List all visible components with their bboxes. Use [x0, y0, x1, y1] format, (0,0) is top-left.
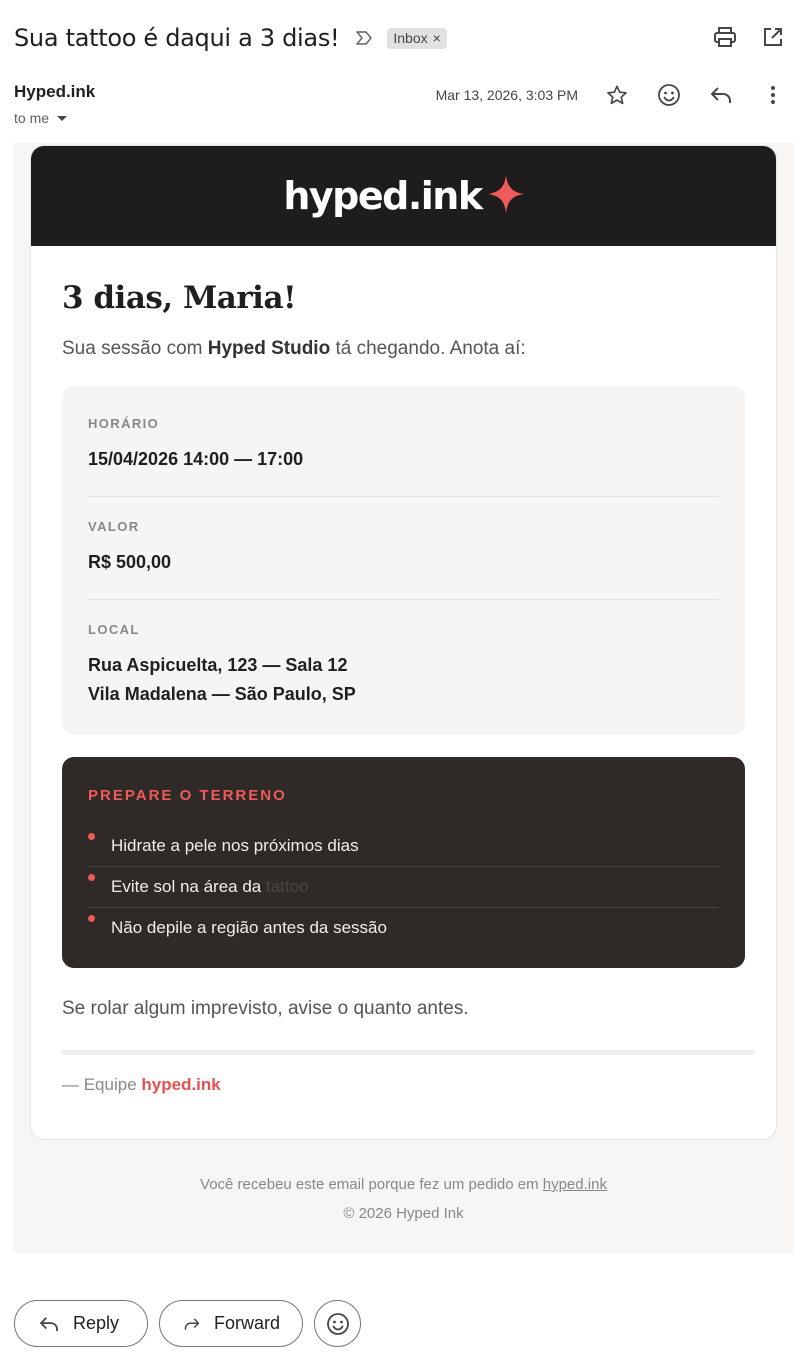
detail-value: 15/04/2026 14:00 — 17:00	[88, 449, 304, 469]
forward-button[interactable]	[159, 1300, 303, 1347]
sender-row	[14, 82, 786, 132]
list-item	[88, 908, 719, 948]
detail-label: LOCAL	[88, 622, 140, 637]
remove-label-icon[interactable]: ×	[432, 29, 441, 46]
intro-after: tá chegando. Anota aí:	[330, 338, 526, 359]
importance-marker-icon[interactable]	[355, 29, 373, 47]
prep-item-faded-text: tattoo	[266, 877, 309, 896]
emoji-react-button[interactable]	[314, 1300, 361, 1347]
divider	[62, 1050, 754, 1055]
caret-down-icon	[57, 116, 67, 121]
footer-text: Você recebeu este email porque fez um pedido em	[200, 1176, 543, 1193]
email-body-frame	[13, 143, 794, 1253]
prep-list	[88, 826, 719, 948]
detail-price	[88, 519, 719, 600]
detail-label: HORÁRIO	[88, 416, 160, 431]
preparation-tips	[62, 757, 745, 968]
forward-icon	[184, 1316, 200, 1332]
top-actions	[712, 24, 786, 50]
footer-link[interactable]: hyped.ink	[542, 1176, 607, 1193]
intro-before: Sua sessão com	[62, 338, 208, 359]
label-name: Inbox	[393, 29, 428, 46]
reply-button[interactable]	[14, 1300, 148, 1347]
prep-item-text: Hidrate a pele nos próximos dias	[111, 836, 359, 855]
bullet-dot-icon	[88, 915, 95, 922]
prep-item-text: Não depile a região antes da sessão	[111, 918, 387, 937]
address-line-1: Rua Aspicuelta, 123 — Sala 12	[88, 655, 348, 675]
star-icon[interactable]	[604, 82, 630, 108]
recipient-label: to me	[14, 110, 50, 126]
more-vert-icon[interactable]	[760, 82, 786, 108]
sparkle-icon	[488, 175, 524, 218]
recipient-details-toggle[interactable]	[14, 110, 786, 126]
bottom-actions	[14, 1300, 361, 1347]
email-header	[31, 146, 776, 246]
detail-label: VALOR	[88, 519, 140, 534]
signoff-brand: hyped.ink	[141, 1075, 221, 1094]
message-meta	[436, 82, 786, 108]
forward-label: Forward	[213, 1313, 280, 1333]
emoji-react-icon[interactable]	[656, 82, 682, 108]
message-actions	[604, 82, 786, 108]
subject-row	[14, 18, 786, 58]
list-item	[88, 867, 719, 908]
address-line-2: Vila Madalena — São Paulo, SP	[88, 684, 356, 704]
sender-name[interactable]: Hyped.ink	[14, 82, 96, 101]
email-headline: 3 dias, Maria!	[62, 280, 297, 316]
print-icon[interactable]	[712, 24, 738, 50]
studio-name: Hyped Studio	[207, 338, 331, 359]
footer-copyright: © 2026 Hyped Ink	[343, 1205, 464, 1222]
reply-icon[interactable]	[708, 82, 734, 108]
email-card	[30, 145, 777, 1140]
list-item	[88, 826, 719, 867]
detail-location	[88, 622, 719, 709]
emoji-icon	[326, 1312, 350, 1336]
email-subject: Sua tattoo é daqui a 3 dias!	[14, 24, 340, 52]
inbox-label-chip	[387, 28, 446, 49]
closing-text: Se rolar algum imprevisto, avise o quanto antes.	[62, 998, 469, 1019]
detail-time	[88, 416, 719, 497]
message-date: Mar 13, 2026, 3:03 PM	[435, 87, 578, 103]
brand-logo-text: hyped.ink	[283, 174, 482, 218]
footer-line-1	[13, 1170, 794, 1199]
bullet-dot-icon	[88, 833, 95, 840]
prep-title: PREPARE O TERRENO	[88, 787, 287, 804]
appointment-details	[62, 386, 745, 735]
open-in-new-window-icon[interactable]	[760, 24, 786, 50]
signoff	[62, 1075, 745, 1095]
bullet-dot-icon	[88, 874, 95, 881]
detail-value: R$ 500,00	[88, 552, 172, 572]
prep-item-text: Evite sol na área da	[111, 877, 262, 896]
email-footer	[13, 1170, 794, 1228]
email-content	[31, 246, 776, 1095]
reply-label: Reply	[73, 1313, 120, 1333]
reply-icon	[39, 1316, 59, 1332]
detail-value	[88, 651, 719, 709]
intro-text	[62, 338, 745, 360]
signoff-prefix: — Equipe	[62, 1075, 142, 1094]
